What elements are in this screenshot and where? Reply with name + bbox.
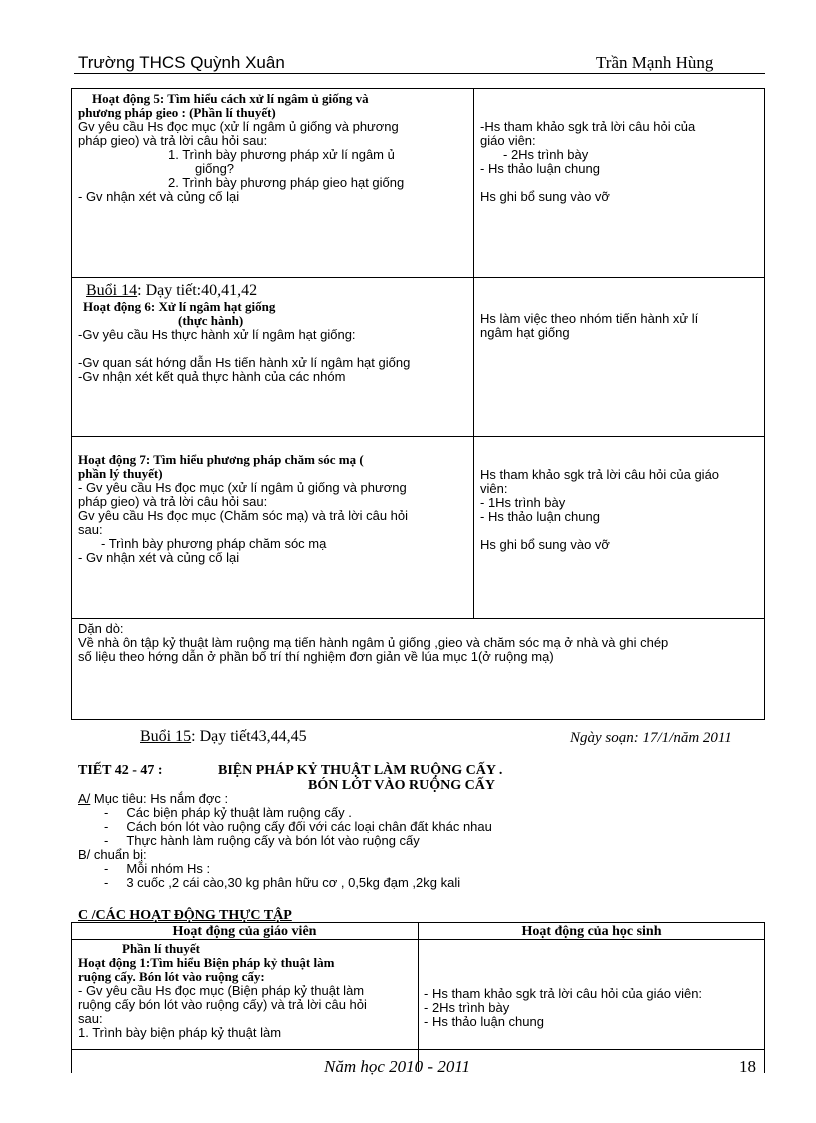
- prep-date: Ngày soạn: 17/1/năm 2011: [570, 730, 732, 746]
- text-line: 1. Trình bày biện pháp kỷ thuật làm: [78, 1025, 282, 1040]
- objectives-label: A/: [78, 791, 91, 806]
- session-label: Buổi 15: [140, 728, 192, 745]
- text-line: - Gv yêu cầu Hs đọc mục (xử lí ngâm ủ giống và phương: [78, 480, 407, 495]
- objective-item: Thực hành làm ruộng cấy và bón lót vào ruộng cấy: [126, 833, 420, 848]
- activity-5-title-cont: phương pháp gieo : (Phần lí thuyết): [78, 105, 276, 120]
- bullet-dash: -: [104, 833, 109, 848]
- text-line: sau:: [78, 1011, 103, 1026]
- text-line: - Gv yêu cầu Hs đọc mục (Biện pháp kỷ thuật làm: [78, 983, 365, 998]
- col-header-student: Hoạt động của học sinh: [521, 924, 662, 939]
- objective-item: Các biện pháp kỷ thuật làm ruộng cấy .: [126, 805, 352, 820]
- bullet-dash: -: [104, 861, 109, 876]
- text-line: - Hs tham khảo sgk trả lời câu hỏi của giáo viên:: [424, 986, 703, 1001]
- activity-1-teacher: [78, 942, 414, 1040]
- text-line: - Hs thảo luận chung: [480, 161, 600, 176]
- text-line: -Hs tham khảo sgk trả lời câu hỏi của: [480, 119, 696, 134]
- session-label: Buổi 14: [86, 282, 138, 299]
- theory-label: Phần lí thuyết: [122, 941, 201, 956]
- text-line: Gv yêu cầu Hs đọc mục (Chăm sóc mạ) và trả lời câu hỏi: [78, 508, 409, 523]
- activity-6-title: Hoạt động 6: Xử lí ngâm hạt giống: [83, 299, 276, 314]
- activity-7-title-cont: phần lý thuyết): [78, 466, 163, 481]
- prep-item: 3 cuốc ,2 cái cào,30 kg phân hữu cơ , 0,5kg đạm ,2kg kali: [126, 875, 461, 890]
- activity-7-teacher: [78, 453, 468, 565]
- text-line: giáo viên:: [480, 133, 536, 148]
- session-14: [78, 282, 468, 300]
- text-line: Gv yêu cầu Hs đọc mục (xử lí ngâm ủ giống và phương: [78, 119, 399, 134]
- homework: [78, 622, 762, 664]
- lesson-title: BIỆN PHÁP KỶ THUẬT LÀM RUỘNG CẤY .: [218, 763, 503, 778]
- text-line: 2. Trình bày phương pháp gieo hạt giống: [168, 175, 405, 190]
- activity-5-student: [480, 120, 760, 204]
- text-line: Hs ghi bổ sung vào vỡ: [480, 189, 610, 204]
- objective-item: Cách bón lót vào ruộng cấy đối với các loại chân đất khác nhau: [126, 819, 492, 834]
- session-detail: : Dạy tiết43,44,45: [191, 728, 307, 745]
- activity-6-teacher: [78, 282, 468, 384]
- text-line: - Gv nhận xét và củng cố lại: [78, 550, 240, 565]
- prep-label: B/ chuẩn bị:: [78, 847, 147, 862]
- text-line: Hs ghi bổ sung vào vỡ: [480, 537, 610, 552]
- column-divider: [473, 88, 474, 618]
- text-line: -Gv yêu cầu Hs thực hành xử lí ngâm hạt giống:: [78, 327, 356, 342]
- text-line: Về nhà ôn tập kỷ thuật làm ruộng mạ tiến hành ngâm ủ giống ,gieo và chăm sóc mạ ở nhà và ghi chép: [78, 635, 669, 650]
- text-line: viên:: [480, 481, 508, 496]
- activity-6-title-cont: (thực hành): [178, 313, 244, 328]
- text-line: -Gv nhận xét kết quả thực hành của các nhóm: [78, 369, 346, 384]
- row-divider: [71, 618, 764, 619]
- objectives-intro: Mục tiêu: Hs nắm đợc :: [90, 791, 229, 806]
- row-divider: [71, 436, 764, 437]
- text-line: - 2Hs trình bày: [503, 147, 589, 162]
- activity-7-title: Hoạt động 7: Tìm hiểu phương pháp chăm sóc mạ (: [78, 452, 364, 467]
- school-name: Trường THCS Quỳnh Xuân: [78, 53, 285, 72]
- session-15: [140, 728, 307, 746]
- text-line: - 2Hs trình bày: [424, 1000, 510, 1015]
- teacher-name: Trần Mạnh Hùng: [596, 53, 714, 72]
- text-line: - Hs thảo luận chung: [480, 509, 600, 524]
- text-line: - Gv nhận xét và củng cố lại: [78, 189, 240, 204]
- col-header-teacher: Hoạt động của giáo viên: [172, 924, 317, 939]
- bullet-dash: -: [104, 819, 109, 834]
- text-line: 1. Trình bày phương pháp xử lí ngâm ủ: [168, 147, 395, 162]
- text-line: ngâm hạt giống: [480, 325, 570, 340]
- bullet-dash: -: [104, 875, 109, 890]
- activity-1-student: [424, 987, 760, 1029]
- footer-divider: [71, 1049, 764, 1050]
- text-line: - 1Hs trình bày: [480, 495, 566, 510]
- text-line: giống?: [195, 161, 235, 176]
- activity-6-student: [480, 312, 760, 340]
- lesson-title-cont: BÓN LÓT VÀO RUỘNG CẤY: [308, 778, 495, 793]
- activities-heading: C /CÁC HOẠT ĐỘNG THỰC TẬP: [78, 908, 292, 923]
- homework-label: Dặn dò:: [78, 621, 124, 636]
- activity-1-title: Hoạt động 1:Tìm hiểu Biện pháp kỷ thuật làm: [78, 955, 335, 970]
- text-line: -Gv quan sát hớng dẫn Hs tiến hành xử lí ngâm hạt giống: [78, 355, 411, 370]
- lesson-label: TIẾT 42 - 47 :: [78, 763, 163, 778]
- text-line: sau:: [78, 522, 103, 537]
- school-year: Năm học 2010 - 2011: [324, 1057, 471, 1076]
- text-line: pháp gieo) và trả lời câu hỏi sau:: [78, 494, 268, 509]
- session-detail: : Dạy tiết:40,41,42: [137, 282, 258, 299]
- bullet-dash: -: [104, 805, 109, 820]
- text-line: số liệu theo hớng dẫn ở phần bố trí thí nghiệm đơn giản về lúa mục 1(ở ruộng mạ): [78, 649, 554, 664]
- text-line: ruộng cấy bón lót vào ruộng cấy) và trả lời câu hỏi: [78, 997, 367, 1012]
- row-divider: [71, 277, 764, 278]
- activity-5-title: Hoạt động 5: Tìm hiểu cách xử lí ngâm ủ giống và: [92, 91, 369, 106]
- text-line: - Hs thảo luận chung: [424, 1014, 544, 1029]
- text-line: Hs tham khảo sgk trả lời câu hỏi của giáo: [480, 467, 720, 482]
- activity-7-student: [480, 468, 760, 552]
- activity-5-teacher: [78, 92, 468, 204]
- text-line: Hs làm việc theo nhóm tiến hành xử lí: [480, 311, 699, 326]
- text-line: pháp gieo) và trả lời câu hỏi sau:: [78, 133, 268, 148]
- page-number: 18: [739, 1057, 756, 1076]
- text-line: - Trình bày phương pháp chăm sóc mạ: [101, 536, 327, 551]
- header-divider: [74, 73, 765, 74]
- activity-1-title-cont: ruộng cấy. Bón lót vào ruộng cấy:: [78, 969, 265, 984]
- prep-item: Mỗi nhóm Hs :: [126, 861, 211, 876]
- objectives: [78, 792, 758, 890]
